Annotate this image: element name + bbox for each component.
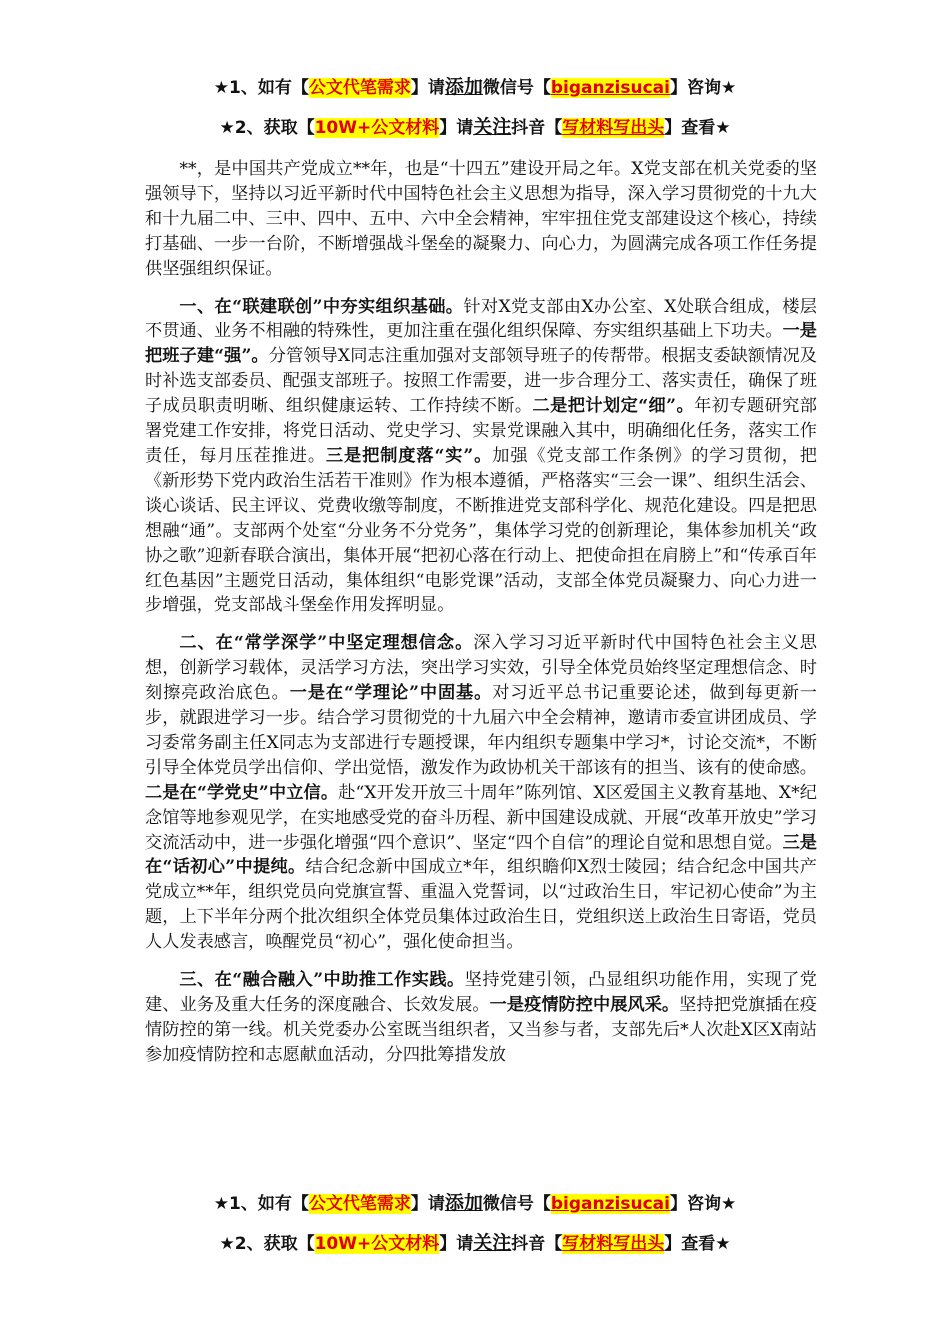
header-banner-1: ★1、如有【公文代笔需求】请添加微信号【biganzisucai】咨询★ (213, 76, 737, 98)
intro-paragraph: **，是中国共产党成立**年，也是“十四五”建设开局之年。X党支部在机关党委的坚强领导下，坚持以习近平新时代中国特色社会主义思想为指导，深入学习贯彻党的十九大和十九届二中、三中、四中、五中、六中全会精神，牢牢扭住党支部建设这个核心，持续打基础、一步一台阶，不断增强战斗堡垒的凝聚力、向心力，为圆满完成各项工作任务提供坚强组织保证。 (145, 159, 817, 279)
section-1-paragraph: 一、在“联建联创”中夯实组织基础。针对X党支部由X办公室、X处联合组成，楼层不贯通、业务不相融的特殊性，更加注重在强化组织保障、夯实组织基础上下功夫。一是把班子建“强”。分管领导X同志注重加强对支部领导班子的传帮带。根据支委缺额情况及时补选支部委员、配强支部班子。按照工作需要，进一步合理分工、落实责任，确保了班子成员职责明晰、组织健康运转、工作持续不断。二是把计划定“细”。年初专题研究部署党建工作安排，将党日活动、党史学习、实景党课融入其中，明确细化任务，落实工作责任，每月压茬推进。三是把制度落“实”。加强《党支部工作条例》的学习贯彻，把《新形势下党内政治生活若干准则》作为根本遵循，严格落实“三会一课”、组织生活会、谈心谈话、民主评议、党费收缴等制度，不断推进党支部科学化、规范化建设。四是把思想融“通”。支部两个处室“分业务不分党务”，集体学习党的创新理论，集体参加机关“政协之歌”迎新春联合演出，集体开展“把初心落在行动上、把使命担在肩膀上”和“传承百年红色基因”主题党日活动，集体组织“电影党课”活动，支部全体党员凝聚力、向心力进一步增强，党支部战斗堡垒作用发挥明显。 (145, 296, 817, 616)
wechat-id-link[interactable]: biganzisucai (550, 78, 670, 98)
highlight-materials: 10W+公文材料 (314, 1234, 440, 1254)
wechat-id-link[interactable]: biganzisucai (550, 1194, 670, 1214)
header-banner-2: ★2、获取【10W+公文材料】请关注抖音【写材料写出头】查看★ (219, 116, 731, 138)
douyin-account-link[interactable]: 写材料写出头 (562, 1234, 665, 1254)
highlight-ghostwriting: 公文代笔需求 (308, 78, 411, 98)
highlight-ghostwriting: 公文代笔需求 (308, 1194, 411, 1214)
footer-banner-2: ★2、获取【10W+公文材料】请关注抖音【写材料写出头】查看★ (219, 1232, 731, 1254)
document-body (145, 157, 817, 1081)
highlight-materials: 10W+公文材料 (314, 118, 440, 138)
section-3-paragraph: 三、在“融合融入”中助推工作实践。坚持党建引领，凸显组织功能作用，实现了党建、业务及重大任务的深度融合、长效发展。一是疫情防控中展风采。坚持把党旗插在疫情防控的第一线。机关党委办公室既当组织者，又当参与者，支部先后*人次赴X区X南站参加疫情防控和志愿献血活动，分四批筹措发放 (145, 970, 817, 1065)
douyin-account-link[interactable]: 写材料写出头 (562, 118, 665, 138)
footer-banner-1: ★1、如有【公文代笔需求】请添加微信号【biganzisucai】咨询★ (213, 1192, 737, 1214)
section-2-paragraph: 二、在“常学深学”中坚定理想信念。深入学习习近平新时代中国特色社会主义思想，创新学习载体，灵活学习方法，突出学习实效，引导全体党员始终坚定理想信念、时刻擦亮政治底色。一是在“学理论”中固基。对习近平总书记重要论述，做到每更新一步，就跟进学习一步。结合学习贯彻党的十九届六中全会精神，邀请市委宣讲团成员、学习委常务副主任X同志为支部进行专题授课，年内组织专题集中学习*，讨论交流*，不断引导全体党员学出信仰、学出觉悟，激发作为政协机关干部该有的担当、该有的使命感。二是在“学党史”中立信。赴“X开发开放三十周年”陈列馆、X区爱国主义教育基地、X*纪念馆等地参观见学，在实地感受党的奋斗历程、新中国建设成就、开展“改革开放史”学习交流活动中，进一步强化增强“四个意识”、坚定“四个自信”的理论自觉和思想自觉。三是在“话初心”中提纯。结合纪念新中国成立*年，组织瞻仰X烈士陵园；结合纪念中国共产党成立**年，组织党员向党旗宣誓、重温入党誓词，以“过政治生日，牢记初心使命”为主题，上下半年分两个批次组织全体党员集体过政治生日，党组织送上政治生日寄语，党员人人发表感言，唤醒党员“初心”，强化使命担当。 (145, 633, 817, 953)
